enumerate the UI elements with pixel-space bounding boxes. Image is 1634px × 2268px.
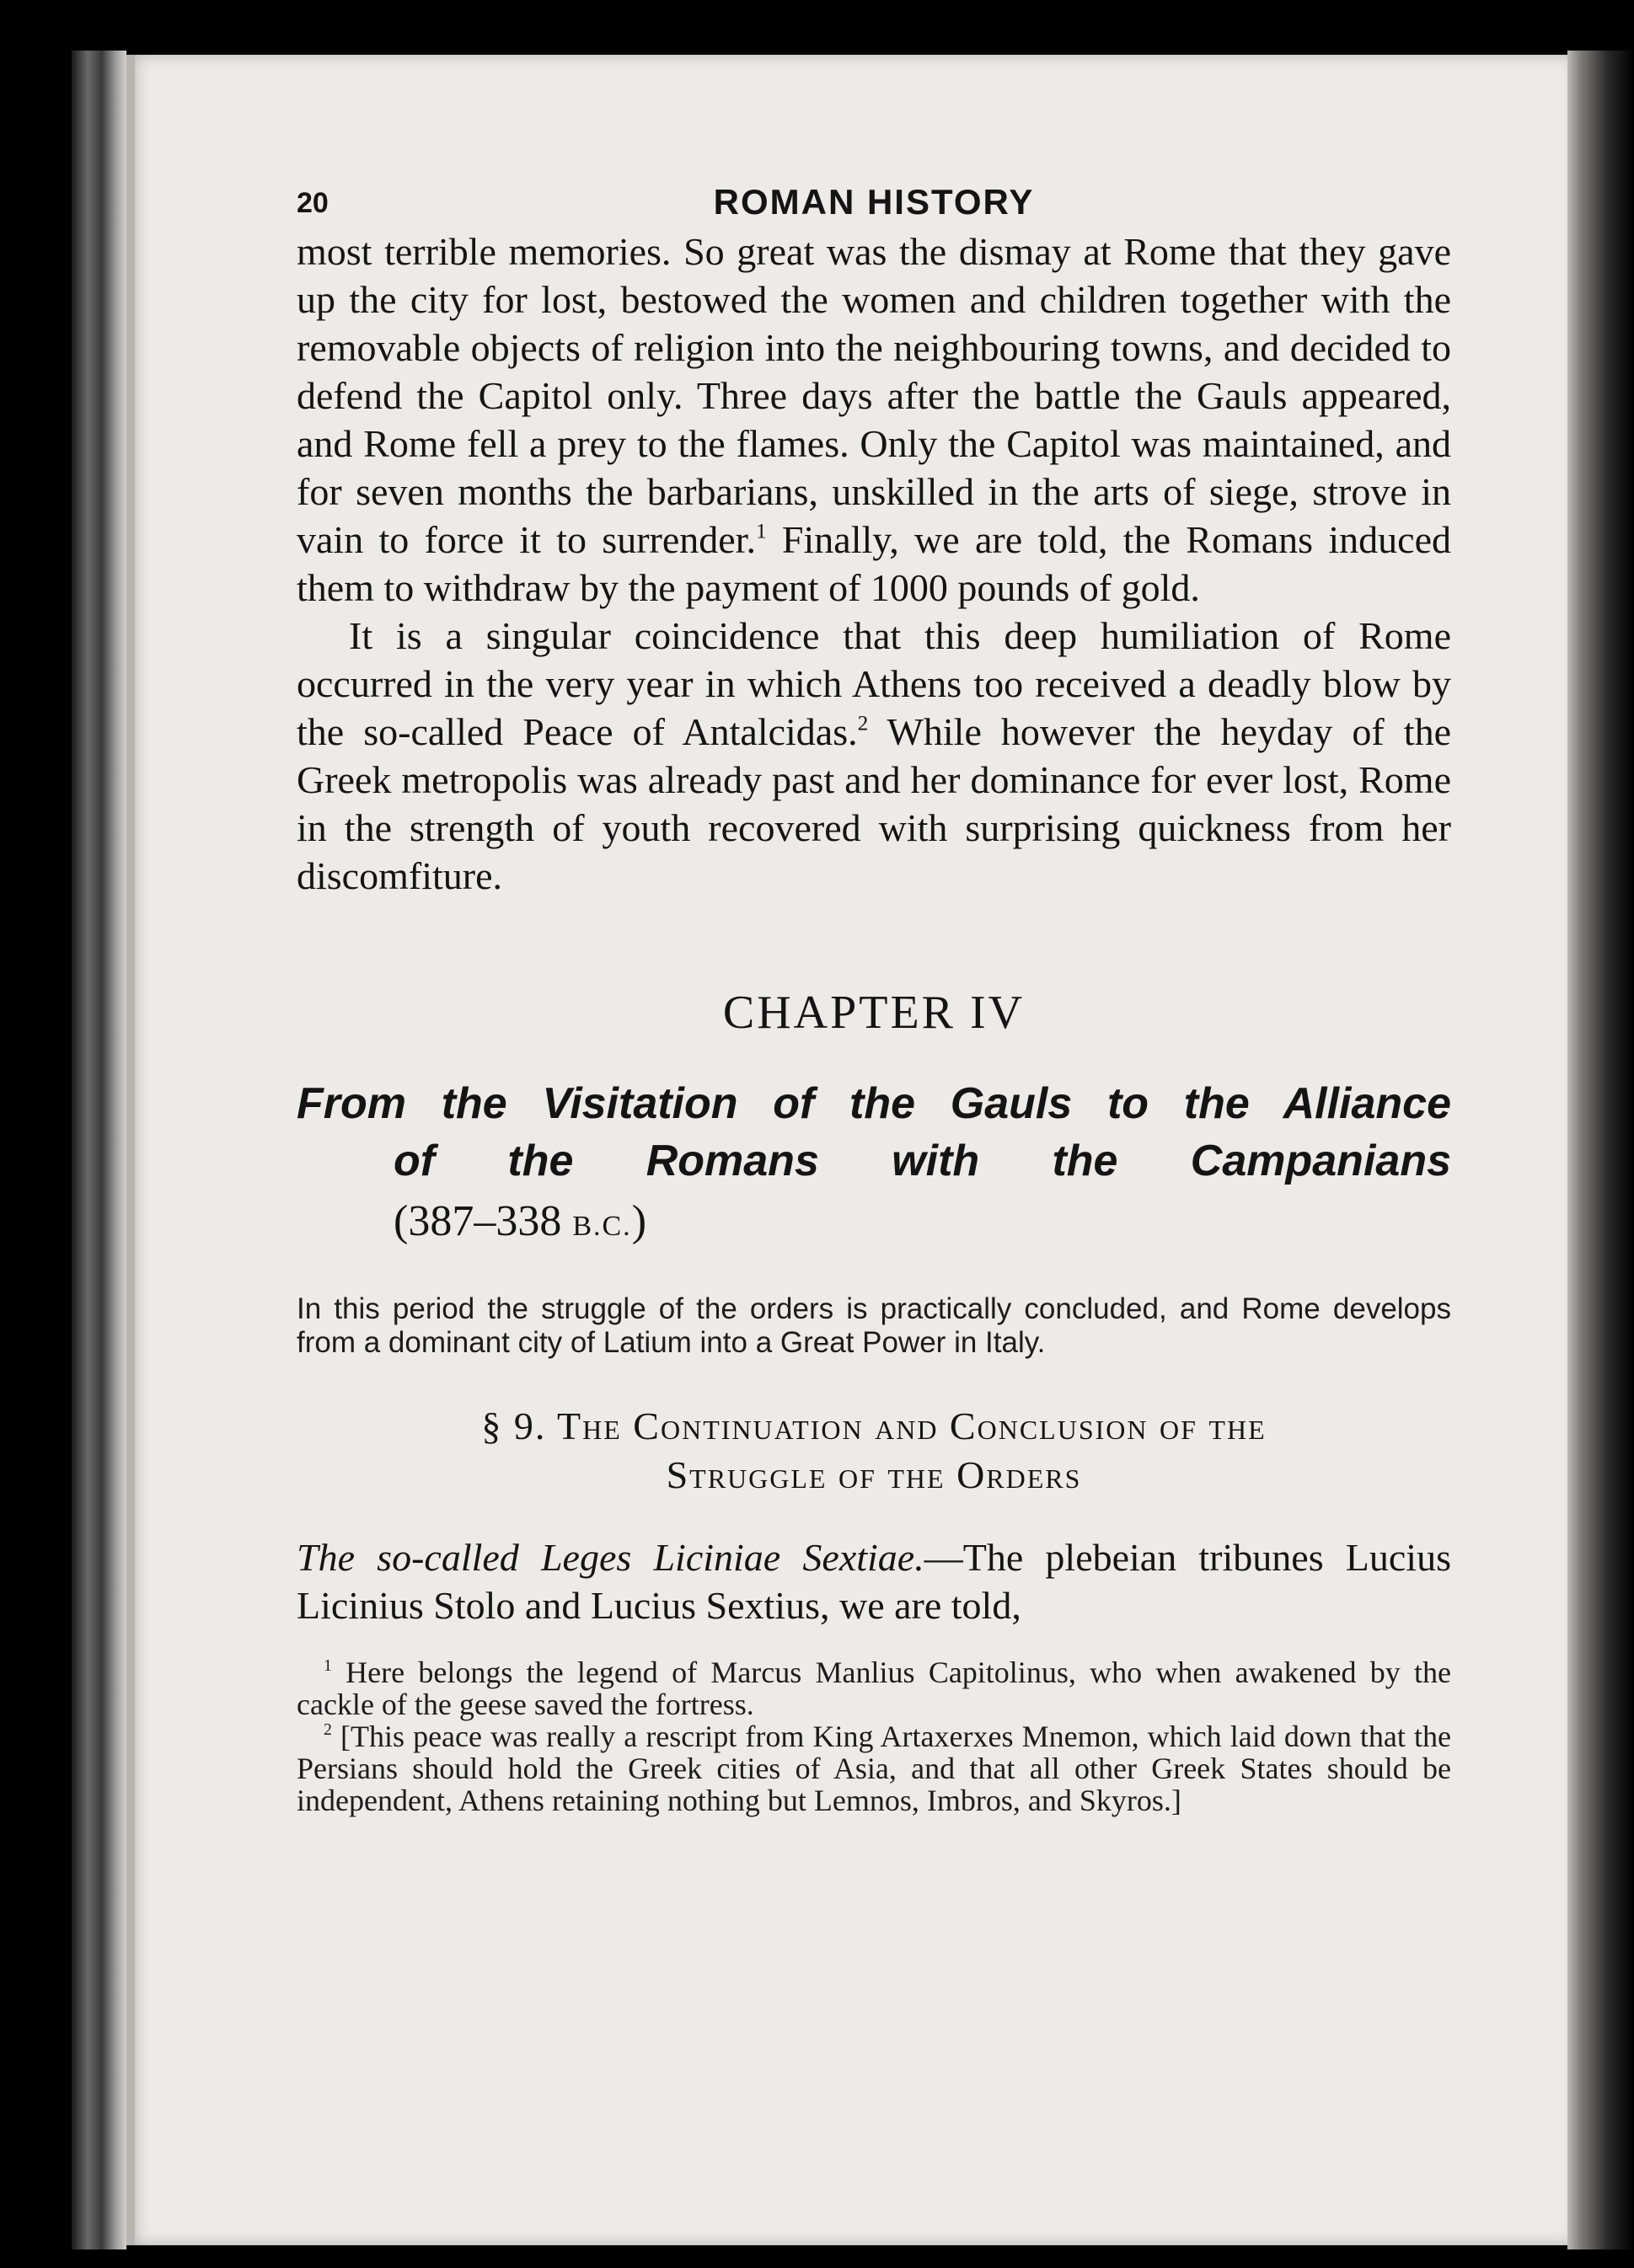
paragraph	[297, 612, 1451, 900]
paragraph-text: most terrible memories. So great was the dismay at Rome that they gave up the city for lost, bestowed the women and children together with the removable objects of religion into the neighbouring towns, and decided to defend the Capitol only. Three days after the battle the Gauls appeared, and Rome fell a prey to the flames. Only the Capitol was maintained, and for seven months the barbarians, unskilled in the arts of siege, strove in vain to force it to surrender.	[297, 230, 1451, 561]
chapter-title-line: of the Romans with the Campanians	[394, 1137, 1451, 1185]
chapter-dates-close: )	[631, 1197, 647, 1245]
footnotes	[297, 1656, 1451, 1816]
footnote-text: Here belongs the legend of Marcus Manlius Capitolinus, who when awakened by the cackle of the geese saved the fortress.	[297, 1656, 1451, 1721]
page-content	[297, 177, 1451, 1816]
section-heading	[297, 1402, 1451, 1500]
chapter-dates-era: B.C.	[572, 1211, 632, 1242]
chapter-title-line: From the Visitation of the Gauls to the Alliance	[297, 1079, 1451, 1128]
section-body	[297, 1533, 1451, 1629]
running-head	[297, 177, 1451, 227]
page-number: 20	[297, 187, 329, 219]
page-edge	[1567, 51, 1634, 2249]
chapter-dates-years: (387–338	[394, 1197, 573, 1245]
footnote-text: [This peace was really a rescript from King Artaxerxes Mnemon, which laid down that the Persians should hold the Greek cities of Asia, and that all other Greek States should be independent, Athens retaining nothing but Lemnos, Imbros, and Skyros.]	[297, 1720, 1451, 1817]
section-lead: The so-called Leges Liciniae Sextiae.	[297, 1536, 924, 1579]
paragraph	[297, 1533, 1451, 1629]
section-heading-line: Struggle of the Orders	[666, 1453, 1082, 1496]
footnote-ref: 1	[755, 519, 767, 543]
footnote-ref: 2	[857, 711, 869, 735]
chapter-heading: CHAPTER IV	[722, 987, 1026, 1039]
paragraph-text: —The plebeian tribunes Lucius Licinius Stolo and Lucius Sextius, we are told,	[297, 1536, 1451, 1627]
chapter-summary: In this period the struggle of the orders is practically concluded, and Rome develops from a dominant city of Latium into a Great Power in Italy.	[297, 1292, 1451, 1359]
section-heading-line: § 9. The Continuation and Conclusion of the	[481, 1404, 1267, 1447]
paragraph-text: Finally, we are told, the Romans induced them to withdraw by the payment of 1000 pounds of gold.	[297, 518, 1452, 609]
footnote-mark: 1	[324, 1656, 332, 1676]
paragraph-text: It is a singular coincidence that this deep humiliation of Rome occurred in the very year in which Athens too received a deadly blow by the so-called Peace of Antalcidas.	[297, 614, 1451, 753]
paragraph-text: While however the heyday of the Greek metropolis was already past and her dominance for ever lost, Rome in the strength of youth recovered with surprising quickness from her discomfiture.	[297, 710, 1451, 897]
running-title: ROMAN HISTORY	[713, 182, 1035, 222]
footnote-mark: 2	[324, 1720, 332, 1740]
chapter-title	[297, 1075, 1451, 1255]
book-gutter	[72, 51, 126, 2249]
footnote	[297, 1720, 1451, 1816]
body-text	[297, 227, 1451, 900]
chapter-dates	[297, 1193, 1451, 1255]
paragraph	[297, 227, 1451, 612]
footnote	[297, 1656, 1451, 1720]
